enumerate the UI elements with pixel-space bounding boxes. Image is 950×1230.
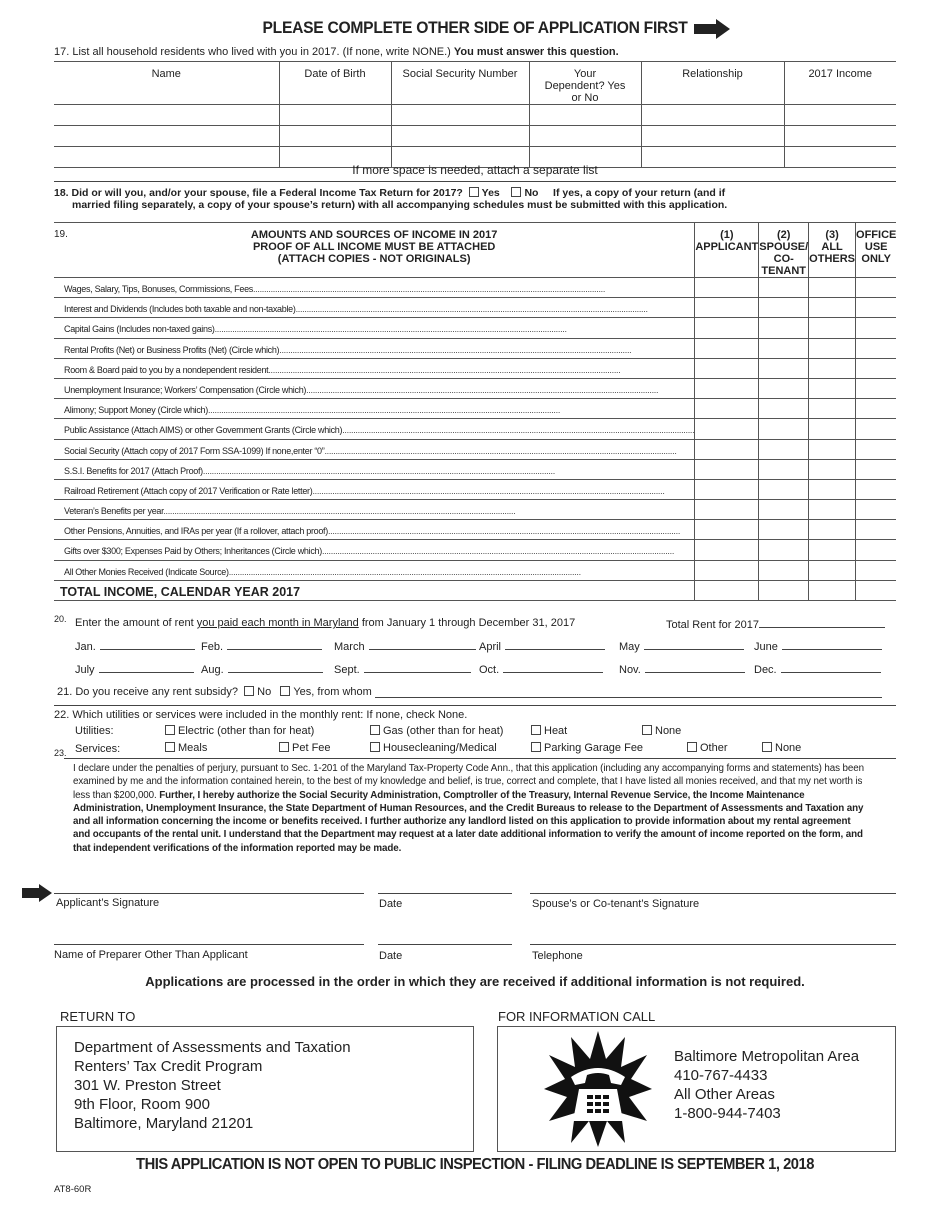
income-cell-office <box>856 520 897 540</box>
table-row <box>54 338 896 358</box>
service-housecleaning[interactable]: Housecleaning/Medical <box>370 742 497 754</box>
q21-no-checkbox[interactable] <box>244 686 254 696</box>
q18-yes-checkbox[interactable] <box>469 187 479 197</box>
income-cell-others[interactable] <box>809 358 856 378</box>
income-source-label: Wages, Salary, Tips, Bonuses, Commissions, Fees................................................................................................................................................................ <box>54 278 695 298</box>
processing-note: Applications are processed in the order in which they are received if additional information is not required. <box>145 974 805 989</box>
income-cell-spouse[interactable] <box>759 338 809 358</box>
income-cell-office <box>856 479 897 499</box>
income-cell-applicant[interactable] <box>695 278 759 298</box>
total-rent-field[interactable] <box>759 617 885 628</box>
q22-instruction: 22. Which utilities or services were included in the monthly rent: If none, check None. <box>54 709 468 721</box>
divider <box>64 758 896 759</box>
q18: 18. Did or will you, and/or your spouse, file a Federal Income Tax Return for 2017? Yes No If yes, a copy of your return (and if married filing separately, a copy of your spouse’s return) with all accompanying schedules must be submitted with this application. <box>54 187 728 211</box>
month-rent-nov[interactable]: Nov. <box>619 662 745 676</box>
telephone-label: Telephone <box>532 950 583 962</box>
month-rent-june[interactable]: June <box>754 639 882 653</box>
utilities-label: Utilities: <box>75 725 114 737</box>
table-row <box>54 378 896 398</box>
utility-heat[interactable]: Heat <box>531 725 567 737</box>
service-other[interactable]: Other <box>687 742 728 754</box>
services-label: Services: <box>75 743 121 755</box>
income-cell-office <box>856 459 897 479</box>
income-cell-others[interactable] <box>809 479 856 499</box>
date-label-2: Date <box>379 950 403 962</box>
divider <box>54 705 896 706</box>
income-source-label: Veteran’s Benefits per year................................................................................................................................................................ <box>54 500 695 520</box>
arrow-right-icon <box>694 19 730 39</box>
table-row <box>54 520 896 540</box>
income-source-label: Alimony; Support Money (Circle which)................................................................................................................................................................ <box>54 399 695 419</box>
income-cell-applicant[interactable] <box>695 338 759 358</box>
income-cell-office <box>856 419 897 439</box>
income-cell-applicant[interactable] <box>695 358 759 378</box>
income-cell-others[interactable] <box>809 278 856 298</box>
col-dob: Date of Birth <box>279 62 391 105</box>
income-source-label: S.S.I. Benefits for 2017 (Attach Proof)................................................................................................................................................................ <box>54 459 695 479</box>
applicant-signature-label: Applicant’s Signature <box>56 897 160 909</box>
income-cell-others[interactable] <box>809 520 856 540</box>
telephone-line[interactable] <box>530 944 896 945</box>
total-office <box>856 580 897 600</box>
income-source-label: All Other Monies Received (Indicate Source)................................................................................................................................................................ <box>54 560 695 580</box>
utility-electric[interactable]: Electric (other than for heat) <box>165 725 314 737</box>
month-rent-sept[interactable]: Sept. <box>334 662 471 676</box>
income-cell-office <box>856 439 897 459</box>
service-meals[interactable]: Meals <box>165 742 207 754</box>
income-source-label: Capital Gains (Includes non-taxed gains)................................................................................................................................................................ <box>54 318 695 338</box>
table-row <box>54 126 896 147</box>
income-source-label: Interest and Dividends (Includes both taxable and non-taxable)................................................................................................................................................................ <box>54 298 695 318</box>
total-rent: Total Rent for 2017 <box>666 617 885 631</box>
table-row <box>54 298 896 318</box>
income-cell-spouse[interactable] <box>759 399 809 419</box>
month-rent-oct[interactable]: Oct. <box>479 662 603 676</box>
income-cell-others[interactable] <box>809 419 856 439</box>
month-rent-march[interactable]: March <box>334 639 476 653</box>
spouse-signature-line[interactable] <box>530 893 896 894</box>
declaration: I declare under the penalties of perjury, pursuant to Sec. 1-201 of the Maryland Tax-Property Code Ann., that this application (including any accompanying forms and statements) has been examined by me and the information contained herein, to the best of my knowledge and belief, is true, correct and complete, that I have listed all monies received, and that my net worth is less than $200,000. Further, I hereby authorize the Social Security Administration, Comptroller of the Treasury, Internal Revenue Service, the Income Maintenance Administration, Unemployment Insurance, the State Department of Human Resources, and the Credit Bureaus to release to the Department of Assessments and Taxation any and all information concerning the income or benefits received. I further authorize any landlord listed on this application to provide information about my rental agreement and occupants of the rental unit. I understand that the Department may request at a later date additional information to verify the amount of income reported on the form, and that independent verifications of the information reported may be made. <box>73 763 864 854</box>
form-id: AT8-60R <box>54 1184 92 1195</box>
return-address: Department of Assessments and Taxation Renters’ Tax Credit Program 301 W. Preston Street 9th Floor, Room 900 Baltimore, Maryland 21201 <box>74 1039 351 1132</box>
date-line[interactable] <box>378 893 512 894</box>
income-cell-spouse[interactable] <box>759 378 809 398</box>
income-cell-spouse[interactable] <box>759 419 809 439</box>
table-row <box>54 560 896 580</box>
income-cell-spouse[interactable] <box>759 459 809 479</box>
col-income: 2017 Income <box>784 62 896 105</box>
month-rent-dec[interactable]: Dec. <box>754 662 881 676</box>
page-title: PLEASE COMPLETE OTHER SIDE OF APPLICATION FIRST <box>262 18 688 37</box>
monthly-rent-grid <box>75 639 890 679</box>
income-cell-spouse[interactable] <box>759 358 809 378</box>
table-row <box>54 459 896 479</box>
utility-gas[interactable]: Gas (other than for heat) <box>370 725 503 737</box>
income-cell-spouse[interactable] <box>759 298 809 318</box>
income-cell-others[interactable] <box>809 500 856 520</box>
month-rent-feb[interactable]: Feb. <box>201 639 322 653</box>
income-source-label: Public Assistance (Attach AIMS) or other Government Grants (Circle which)................................................................................................................................................................ <box>54 419 695 439</box>
income-cell-office <box>856 500 897 520</box>
income-source-label: Other Pensions, Annuities, and IRAs per year (If a rollover, attach proof)................................................................................................................................................................ <box>54 520 695 540</box>
income-source-label: Railroad Retirement (Attach copy of 2017 Verification or Rate letter)................................................................................................................................................................ <box>54 479 695 499</box>
income-cell-office <box>856 318 897 338</box>
month-rent-april[interactable]: April <box>479 639 605 653</box>
applicant-signature-line[interactable] <box>54 893 364 894</box>
more-space-note: If more space is needed, attach a separate list <box>352 163 598 177</box>
income-cell-spouse[interactable] <box>759 439 809 459</box>
table-row <box>54 105 896 126</box>
income-cell-applicant[interactable] <box>695 479 759 499</box>
q20-num: 20. <box>54 614 67 624</box>
income-source-label: Social Security (Attach copy of 2017 Form SSA-1099) If none,enter “0”................................................................................................................................................................ <box>54 439 695 459</box>
arrow-right-icon <box>22 884 52 902</box>
income-cell-others[interactable] <box>809 378 856 398</box>
income-cell-others[interactable] <box>809 560 856 580</box>
income-cell-others[interactable] <box>809 399 856 419</box>
income-header: 19. AMOUNTS AND SOURCES OF INCOME IN 2017 PROOF OF ALL INCOME MUST BE ATTACHED (ATTACH COPIES - NOT ORIGINALS) <box>54 223 695 278</box>
month-rent-jan[interactable]: Jan. <box>75 639 195 653</box>
col-ssn: Social Security Number <box>391 62 529 105</box>
info-box <box>497 1026 896 1152</box>
income-cell-spouse[interactable] <box>759 540 809 560</box>
footer-notice: THIS APPLICATION IS NOT OPEN TO PUBLIC INSPECTION - FILING DEADLINE IS SEPTEMBER 1, 2018 <box>136 1156 814 1173</box>
col-others: (3) ALL OTHERS <box>809 223 856 278</box>
income-cell-others[interactable] <box>809 540 856 560</box>
income-cell-spouse[interactable] <box>759 560 809 580</box>
month-rent-july[interactable]: July <box>75 662 194 676</box>
income-cell-applicant[interactable] <box>695 298 759 318</box>
service-pet-fee[interactable]: Pet Fee <box>279 742 331 754</box>
col-dependent: Your Dependent? Yes or No <box>529 62 641 105</box>
income-cell-applicant[interactable] <box>695 500 759 520</box>
income-table <box>54 222 896 601</box>
table-row <box>54 278 896 298</box>
return-address-box <box>56 1026 474 1152</box>
income-cell-others[interactable] <box>809 318 856 338</box>
table-row <box>54 479 896 499</box>
income-cell-office <box>856 540 897 560</box>
table-row <box>54 500 896 520</box>
income-cell-others[interactable] <box>809 338 856 358</box>
income-cell-office <box>856 399 897 419</box>
month-rent-may[interactable]: May <box>619 639 744 653</box>
income-cell-applicant[interactable] <box>695 378 759 398</box>
total-spouse[interactable] <box>759 580 809 600</box>
info-label: FOR INFORMATION CALL <box>498 1009 656 1024</box>
income-cell-others[interactable] <box>809 439 856 459</box>
total-income-label: TOTAL INCOME, CALENDAR YEAR 2017 <box>54 580 695 600</box>
q18-no-checkbox[interactable] <box>511 187 521 197</box>
total-others[interactable] <box>809 580 856 600</box>
income-cell-office <box>856 298 897 318</box>
col-applicant: (1) APPLICANT <box>695 223 759 278</box>
q21-yes-checkbox[interactable] <box>280 686 290 696</box>
col-spouse: (2) SPOUSE/ CO-TENANT <box>759 223 809 278</box>
income-cell-spouse[interactable] <box>759 278 809 298</box>
income-cell-applicant[interactable] <box>695 318 759 338</box>
income-cell-others[interactable] <box>809 298 856 318</box>
date-line-2[interactable] <box>378 944 512 945</box>
income-cell-spouse[interactable] <box>759 520 809 540</box>
service-none[interactable]: None <box>762 742 801 754</box>
income-cell-applicant[interactable] <box>695 459 759 479</box>
income-cell-office <box>856 358 897 378</box>
preparer-label: Name of Preparer Other Than Applicant <box>54 949 248 961</box>
income-source-label: Gifts over $300; Expenses Paid by Others; Inheritances (Circle which)................................................................................................................................................................ <box>54 540 695 560</box>
income-cell-office <box>856 278 897 298</box>
income-cell-applicant[interactable] <box>695 439 759 459</box>
subsidy-field[interactable] <box>375 697 882 698</box>
return-to-label: RETURN TO <box>60 1009 136 1024</box>
total-applicant[interactable] <box>695 580 759 600</box>
q20-instruction: Enter the amount of rent you paid each month in Maryland from January 1 through December 31, 2017 <box>75 617 576 629</box>
table-row <box>54 419 896 439</box>
income-cell-applicant[interactable] <box>695 560 759 580</box>
col-relationship: Relationship <box>641 62 784 105</box>
service-parking[interactable]: Parking Garage Fee <box>531 742 643 754</box>
income-cell-applicant[interactable] <box>695 520 759 540</box>
income-cell-others[interactable] <box>809 459 856 479</box>
month-rent-aug[interactable]: Aug. <box>201 662 323 676</box>
household-table <box>54 61 896 168</box>
income-cell-applicant[interactable] <box>695 419 759 439</box>
divider <box>54 181 896 182</box>
spouse-signature-label: Spouse’s or Co-tenant’s Signature <box>532 898 700 910</box>
income-cell-office <box>856 378 897 398</box>
info-phones: Baltimore Metropolitan Area 410-767-4433 All Other Areas 1-800-944-7403 <box>674 1048 860 1122</box>
q17-instruction: 17. List all household residents who lived with you in 2017. (If none, write NONE.) You must answer this question. <box>54 46 619 58</box>
table-row <box>54 540 896 560</box>
income-source-label: Room & Board paid to you by a nondependent resident................................................................................................................................................................ <box>54 358 695 378</box>
q23-num: 23. <box>54 748 67 758</box>
income-cell-spouse[interactable] <box>759 318 809 338</box>
preparer-line[interactable] <box>54 944 364 945</box>
income-source-label: Rental Profits (Net) or Business Profits (Net) (Circle which)................................................................................................................................................................ <box>54 338 695 358</box>
income-cell-applicant[interactable] <box>695 399 759 419</box>
table-row <box>54 358 896 378</box>
table-row <box>54 318 896 338</box>
date-label: Date <box>379 898 403 910</box>
table-row <box>54 439 896 459</box>
utility-none[interactable]: None <box>642 725 681 737</box>
col-name: Name <box>54 62 279 105</box>
income-cell-applicant[interactable] <box>695 540 759 560</box>
table-row <box>54 399 896 419</box>
income-cell-spouse[interactable] <box>759 500 809 520</box>
q21: 21. Do you receive any rent subsidy? No Yes, from whom <box>57 686 372 698</box>
col-office: OFFICE USE ONLY <box>856 223 897 278</box>
income-cell-office <box>856 338 897 358</box>
income-source-label: Unemployment Insurance; Workers’ Compensation (Circle which)................................................................................................................................................................ <box>54 378 695 398</box>
telephone-icon <box>543 1029 653 1149</box>
income-cell-office <box>856 560 897 580</box>
income-cell-spouse[interactable] <box>759 479 809 499</box>
